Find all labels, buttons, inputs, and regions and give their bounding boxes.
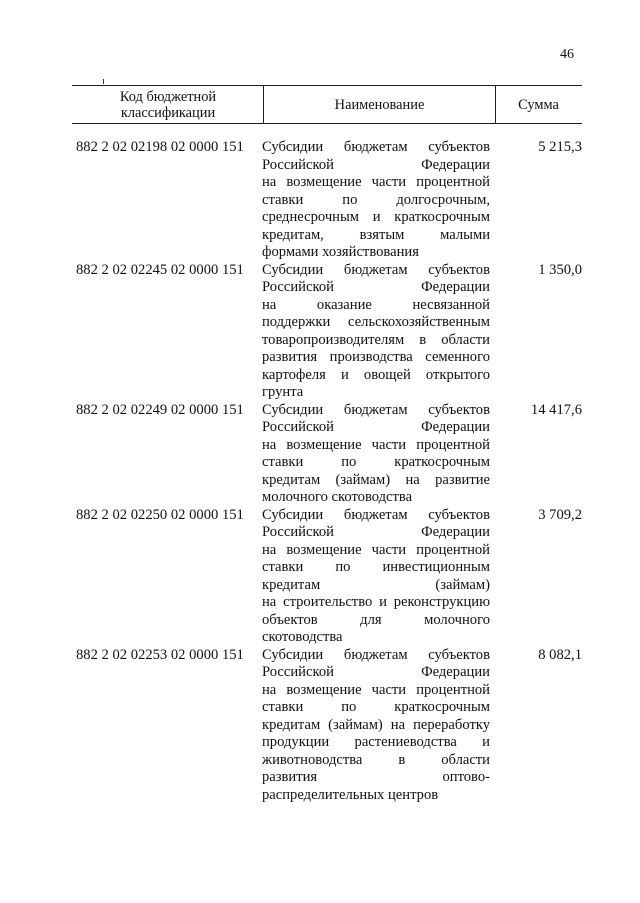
budget-code: 882 2 02 02250 02 0000 151 <box>76 506 244 523</box>
item-sum: 8 082,1 <box>538 646 582 663</box>
scan-mark <box>103 79 104 84</box>
item-name-line: объектов для молочного <box>262 611 490 628</box>
item-name-line: ставки по краткосрочным <box>262 454 490 470</box>
budget-code: 882 2 02 02245 02 0000 151 <box>76 261 244 278</box>
budget-code: 882 2 02 02253 02 0000 151 <box>76 646 244 663</box>
item-name-line: формами хозяйствования <box>262 244 419 260</box>
item-name-line: Субсидии бюджетам субъектов <box>262 646 490 663</box>
item-name-line: ставки по краткосрочным <box>262 699 490 715</box>
item-name-line: скотоводства <box>262 629 343 645</box>
item-name-line: картофеля и овощей открытого <box>262 366 490 383</box>
item-name <box>262 402 490 507</box>
item-name-line: Российской Федерации <box>262 419 490 435</box>
item-name-line: Субсидии бюджетам субъектов <box>262 506 490 523</box>
item-name <box>262 262 490 402</box>
header-sum: Сумма <box>518 96 559 113</box>
page-number: 46 <box>560 47 574 62</box>
table-row <box>76 507 582 647</box>
item-name-line: молочного скотоводства <box>262 489 413 505</box>
item-name-line: на возмещение части процентной <box>262 436 490 453</box>
item-name-line: кредитам, взятым малыми <box>262 226 490 243</box>
table-body <box>76 139 582 804</box>
item-name-line: Российской Федерации <box>262 664 490 680</box>
budget-code: 882 2 02 02198 02 0000 151 <box>76 139 244 155</box>
item-sum: 5 215,3 <box>538 139 582 155</box>
table-row <box>76 139 582 262</box>
item-name-line: Российской Федерации <box>262 279 490 295</box>
item-name-line: Российской Федерации <box>262 524 490 540</box>
item-name-line: развития оптово- <box>262 769 490 785</box>
item-name-line: животноводства в области <box>262 751 490 768</box>
item-name-line: продукции растениеводства и <box>262 734 490 750</box>
item-sum: 1 350,0 <box>538 261 582 278</box>
item-name-line: на возмещение части процентной <box>262 174 490 190</box>
item-name-line: грунта <box>262 384 304 400</box>
header-name: Наименование <box>334 96 425 113</box>
item-name-line: кредитам (займам) на развитие <box>262 471 490 488</box>
item-name-line: ставки по долгосрочным, <box>262 191 490 208</box>
item-name-line: развития производства семенного <box>262 349 490 365</box>
item-name-line: на оказание несвязанной <box>262 296 490 313</box>
item-name-line: Российской Федерации <box>262 156 490 173</box>
item-name-line: Субсидии бюджетам субъектов <box>262 261 490 278</box>
budget-code: 882 2 02 02249 02 0000 151 <box>76 401 244 418</box>
item-name <box>262 139 490 262</box>
item-name <box>262 647 490 805</box>
table-row <box>76 402 582 507</box>
header-code-line: классификации <box>120 104 216 121</box>
item-name-line: кредитам (займам) на переработку <box>262 716 490 733</box>
item-name-line: распределительных центров <box>262 786 439 803</box>
header-bottom-rule <box>72 123 582 124</box>
item-name-line: Субсидии бюджетам субъектов <box>262 401 490 418</box>
item-name-line: кредитам (займам) <box>262 576 490 593</box>
item-name-line: на возмещение части процентной <box>262 681 490 698</box>
item-name <box>262 507 490 647</box>
item-name-line: среднесрочным и краткосрочным <box>262 209 490 225</box>
item-sum: 14 417,6 <box>530 401 582 418</box>
table-row <box>76 262 582 402</box>
item-name-line: товаропроизводителям в области <box>262 331 490 348</box>
item-name-line: ставки по инвестиционным <box>262 559 490 575</box>
item-name-line: на строительство и реконструкцию <box>262 594 490 610</box>
table-row <box>76 647 582 805</box>
item-name-line: на возмещение части процентной <box>262 541 490 558</box>
header-code-line: Код бюджетной <box>119 88 217 105</box>
item-name-line: поддержки сельскохозяйственным <box>262 314 490 330</box>
header-code <box>72 86 264 123</box>
item-name-line: Субсидии бюджетам субъектов <box>262 139 490 155</box>
item-sum: 3 709,2 <box>538 506 582 523</box>
